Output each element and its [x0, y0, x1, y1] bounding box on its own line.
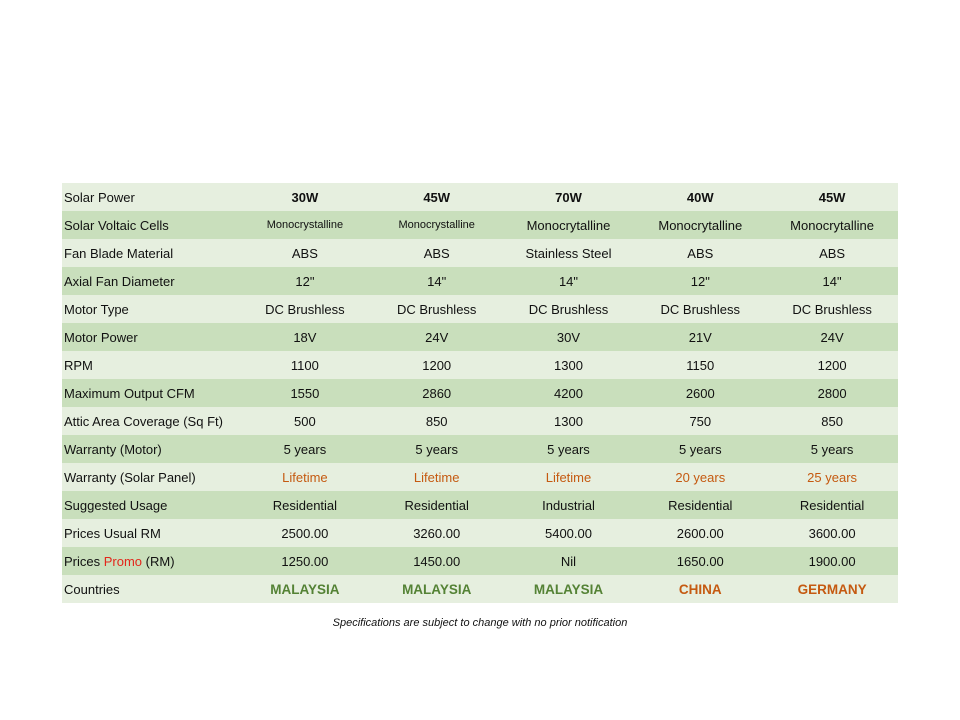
- cell: 5 years: [766, 435, 898, 463]
- cell: Stainless Steel: [503, 239, 635, 267]
- cell: DC Brushless: [634, 295, 766, 323]
- cell: 40W: [634, 183, 766, 211]
- cell: 5 years: [503, 435, 635, 463]
- cell: ABS: [371, 239, 503, 267]
- cell: 21V: [634, 323, 766, 351]
- row-suggested-usage: [62, 491, 898, 519]
- row-solar-power: [62, 183, 898, 211]
- cell: 12": [239, 267, 371, 295]
- row-label: Solar Power: [62, 183, 239, 211]
- cell: 1250.00: [239, 547, 371, 575]
- row-label: Fan Blade Material: [62, 239, 239, 267]
- cell: 70W: [503, 183, 635, 211]
- cell: 45W: [371, 183, 503, 211]
- cell: Industrial: [503, 491, 635, 519]
- cell: 45W: [766, 183, 898, 211]
- cell: 2800: [766, 379, 898, 407]
- cell: 2600.00: [634, 519, 766, 547]
- row-label: Solar Voltaic Cells: [62, 211, 239, 239]
- cell: 5400.00: [503, 519, 635, 547]
- row-label: Motor Type: [62, 295, 239, 323]
- cell: 24V: [371, 323, 503, 351]
- cell: MALAYSIA: [239, 575, 371, 603]
- cell: 750: [634, 407, 766, 435]
- row-label: Axial Fan Diameter: [62, 267, 239, 295]
- cell: 5 years: [371, 435, 503, 463]
- cell: 1300: [503, 351, 635, 379]
- cell: Residential: [239, 491, 371, 519]
- row-rpm: [62, 351, 898, 379]
- cell: 14": [371, 267, 503, 295]
- row-warranty-motor: [62, 435, 898, 463]
- row-label: Suggested Usage: [62, 491, 239, 519]
- cell: DC Brushless: [766, 295, 898, 323]
- cell: Monocrytalline: [766, 211, 898, 239]
- cell: DC Brushless: [371, 295, 503, 323]
- cell: Monocrystalline: [371, 211, 503, 239]
- cell: 1650.00: [634, 547, 766, 575]
- cell: Lifetime: [239, 463, 371, 491]
- cell: 1300: [503, 407, 635, 435]
- row-motor-power: [62, 323, 898, 351]
- cell: ABS: [766, 239, 898, 267]
- row-label: Warranty (Solar Panel): [62, 463, 239, 491]
- cell: Monocrytalline: [503, 211, 635, 239]
- row-max-output-cfm: [62, 379, 898, 407]
- cell: Lifetime: [503, 463, 635, 491]
- cell: ABS: [239, 239, 371, 267]
- cell: 3600.00: [766, 519, 898, 547]
- cell: MALAYSIA: [503, 575, 635, 603]
- row-fan-blade-material: [62, 239, 898, 267]
- row-countries: [62, 575, 898, 603]
- spec-table: [62, 183, 898, 603]
- cell: 2500.00: [239, 519, 371, 547]
- cell: 2860: [371, 379, 503, 407]
- label-part: (RM): [142, 553, 175, 569]
- cell: Residential: [634, 491, 766, 519]
- cell: 850: [766, 407, 898, 435]
- row-label: Warranty (Motor): [62, 435, 239, 463]
- row-label: RPM: [62, 351, 239, 379]
- cell: 30W: [239, 183, 371, 211]
- cell: 1900.00: [766, 547, 898, 575]
- cell: 5 years: [239, 435, 371, 463]
- cell: 30V: [503, 323, 635, 351]
- row-label: Prices Usual RM: [62, 519, 239, 547]
- cell: ABS: [634, 239, 766, 267]
- cell: 18V: [239, 323, 371, 351]
- cell: CHINA: [634, 575, 766, 603]
- cell: 2600: [634, 379, 766, 407]
- cell: 20 years: [634, 463, 766, 491]
- cell: 25 years: [766, 463, 898, 491]
- row-label: Countries: [62, 575, 239, 603]
- cell: 12": [634, 267, 766, 295]
- cell: 1150: [634, 351, 766, 379]
- cell: DC Brushless: [239, 295, 371, 323]
- promo-word: Promo: [103, 553, 143, 569]
- cell: 14": [766, 267, 898, 295]
- cell: 1550: [239, 379, 371, 407]
- cell: Monocrystalline: [239, 211, 371, 239]
- cell: 4200: [503, 379, 635, 407]
- cell: Nil: [503, 547, 635, 575]
- cell: 14": [503, 267, 635, 295]
- cell: 1450.00: [371, 547, 503, 575]
- row-label: [62, 547, 239, 575]
- cell: 3260.00: [371, 519, 503, 547]
- row-warranty-solar-panel: [62, 463, 898, 491]
- cell: 24V: [766, 323, 898, 351]
- row-label: Motor Power: [62, 323, 239, 351]
- cell: Residential: [766, 491, 898, 519]
- row-axial-fan-diameter: [62, 267, 898, 295]
- cell: MALAYSIA: [371, 575, 503, 603]
- cell: 500: [239, 407, 371, 435]
- row-label: Attic Area Coverage (Sq Ft): [62, 407, 239, 435]
- footnote: Specifications are subject to change with no prior notification: [332, 617, 628, 629]
- cell: 1100: [239, 351, 371, 379]
- cell: GERMANY: [766, 575, 898, 603]
- cell: 5 years: [634, 435, 766, 463]
- row-prices-usual: [62, 519, 898, 547]
- cell: Residential: [371, 491, 503, 519]
- row-label: Maximum Output CFM: [62, 379, 239, 407]
- cell: 1200: [371, 351, 503, 379]
- row-attic-area-coverage: [62, 407, 898, 435]
- label-part: Prices: [64, 553, 104, 569]
- cell: DC Brushless: [503, 295, 635, 323]
- cell: Monocrytalline: [634, 211, 766, 239]
- row-motor-type: [62, 295, 898, 323]
- row-solar-voltaic-cells: [62, 211, 898, 239]
- cell: 1200: [766, 351, 898, 379]
- row-prices-promo: [62, 547, 898, 575]
- cell: 850: [371, 407, 503, 435]
- cell: Lifetime: [371, 463, 503, 491]
